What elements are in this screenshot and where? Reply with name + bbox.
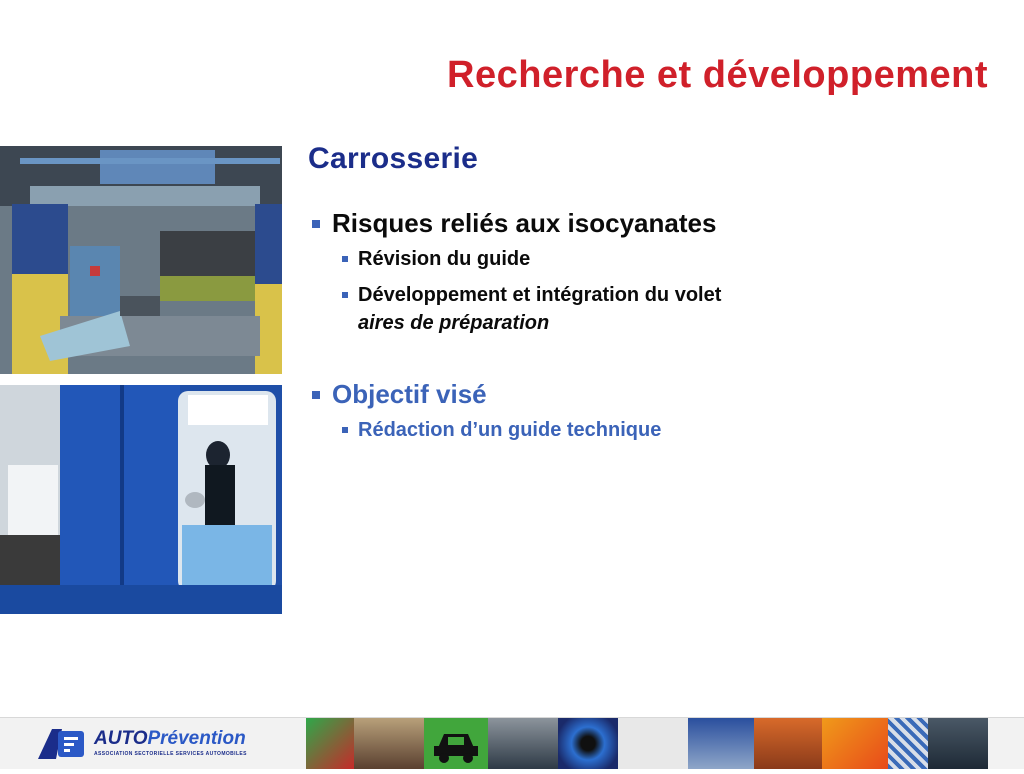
sub-bullet-italic-text: aires de préparation <box>358 312 550 334</box>
sub-bullet-text: Développement et intégration du volet <box>358 284 722 306</box>
strip-tile-mechanic <box>754 718 822 769</box>
strip-tile-orange <box>822 718 888 769</box>
bullet-heading: Risques reliés aux isocyanates <box>332 208 717 238</box>
slide-title: Recherche et développement <box>447 54 988 96</box>
bullet-isocyanates <box>312 208 1002 239</box>
sub-bullet-developpement <box>342 281 1002 337</box>
strip-tile-booth <box>688 718 754 769</box>
square-bullet-icon <box>342 427 348 433</box>
logo-auto-text: AUTO <box>94 728 148 749</box>
sub-bullet-text: Rédaction d’un guide technique <box>358 419 662 441</box>
footer-photo-strip <box>306 718 1024 769</box>
bullet-heading: Objectif visé <box>332 379 487 409</box>
square-bullet-icon <box>342 292 348 298</box>
strip-tile-chairs <box>618 718 688 769</box>
sub-bullet-redaction <box>342 416 1002 444</box>
strip-tile-technician <box>928 718 988 769</box>
spray-booth-photo <box>0 385 282 614</box>
sub-bullet-text: Révision du guide <box>358 248 531 270</box>
strip-tile-pattern <box>888 718 928 769</box>
strip-tile-car-icon <box>424 718 488 769</box>
bullet-objectif <box>312 379 1002 410</box>
strip-tile-gloves <box>306 718 354 769</box>
slide-subtitle: Carrosserie <box>308 142 479 175</box>
square-bullet-icon <box>312 391 320 399</box>
car-icon <box>424 718 488 769</box>
logo-prevention-text: Prévention <box>147 728 246 749</box>
square-bullet-icon <box>312 220 320 228</box>
logo-wordmark <box>94 728 246 750</box>
square-bullet-icon <box>342 256 348 262</box>
ap-logo-icon <box>36 727 88 761</box>
sub-bullet-revision <box>342 245 1002 273</box>
strip-tile-eye <box>558 718 618 769</box>
strip-tile-shop <box>488 718 558 769</box>
logo-tagline: ASSOCIATION SECTORIELLE SERVICES AUTOMOBILES <box>94 751 247 757</box>
footer-bar <box>0 717 1024 769</box>
strip-tile-worker <box>354 718 424 769</box>
paint-prep-area-photo <box>0 146 282 374</box>
autoprevention-logo <box>36 726 247 762</box>
